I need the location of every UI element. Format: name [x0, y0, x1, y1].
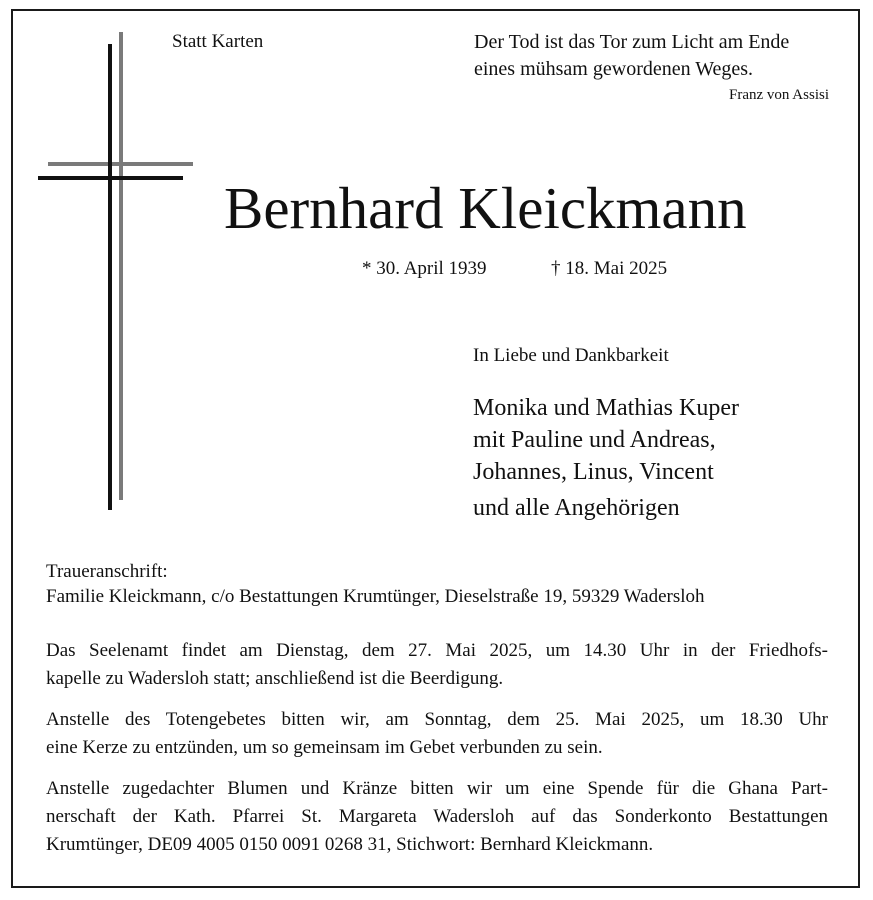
deceased-name: Bernhard Kleickmann [224, 175, 747, 241]
paragraph-line: Anstelle zugedachter Blumen und Kränze bitten wir um eine Spende für die Ghana Part- [46, 778, 828, 799]
statt-karten-label: Statt Karten [172, 31, 264, 52]
cross-black-horizontal-bar [38, 176, 183, 180]
cross-gray-horizontal-bar [48, 162, 193, 166]
quote-author: Franz von Assisi [728, 87, 829, 103]
paragraph-line: Anstelle des Totengebetes bitten wir, am Sonntag, dem 25. Mai 2025, um 18.30 Uhr [46, 709, 828, 730]
paragraph-line: eine Kerze zu entzünden, um so gemeinsam im Gebet verbunden zu sein. [46, 737, 603, 758]
paragraph-line: nerschaft der Kath. Pfarrei St. Margareta Wadersloh auf das Sonderkonto Bestattungen [46, 806, 828, 827]
quote-line-1: Der Tod ist das Tor zum Licht am Ende [474, 31, 790, 53]
death-date: † 18. Mai 2025 [551, 258, 668, 279]
mourners-line: mit Pauline und Andreas, [473, 427, 716, 453]
prayer-paragraph [46, 706, 828, 762]
address-label: Traueranschrift: [46, 561, 168, 582]
birth-date: * 30. April 1939 [362, 258, 487, 279]
cross-black-vertical-bar [108, 44, 112, 510]
paragraph-line: Das Seelenamt findet am Dienstag, dem 27. Mai 2025, um 14.30 Uhr in der Friedhofs- [46, 640, 828, 661]
address-line: Familie Kleickmann, c/o Bestattungen Krumtünger, Dieselstraße 19, 59329 Wadersloh [46, 586, 705, 607]
cross-gray-vertical-bar [119, 32, 123, 500]
mourners-line: und alle Angehörigen [473, 495, 680, 521]
paragraph-line: Krumtünger, DE09 4005 0150 0091 0268 31, Stichwort: Bernhard Kleickmann. [46, 834, 654, 855]
requiem-paragraph [46, 637, 828, 693]
paragraph-line: kapelle zu Wadersloh statt; anschließend ist die Beerdigung. [46, 668, 504, 689]
mourners-line: Monika und Mathias Kuper [473, 395, 739, 421]
mourners-intro: In Liebe und Dankbarkeit [473, 345, 669, 366]
donation-paragraph [46, 775, 828, 859]
mourners-line: Johannes, Linus, Vincent [473, 459, 714, 485]
quote-line-2: eines mühsam gewordenen Weges. [474, 58, 754, 80]
